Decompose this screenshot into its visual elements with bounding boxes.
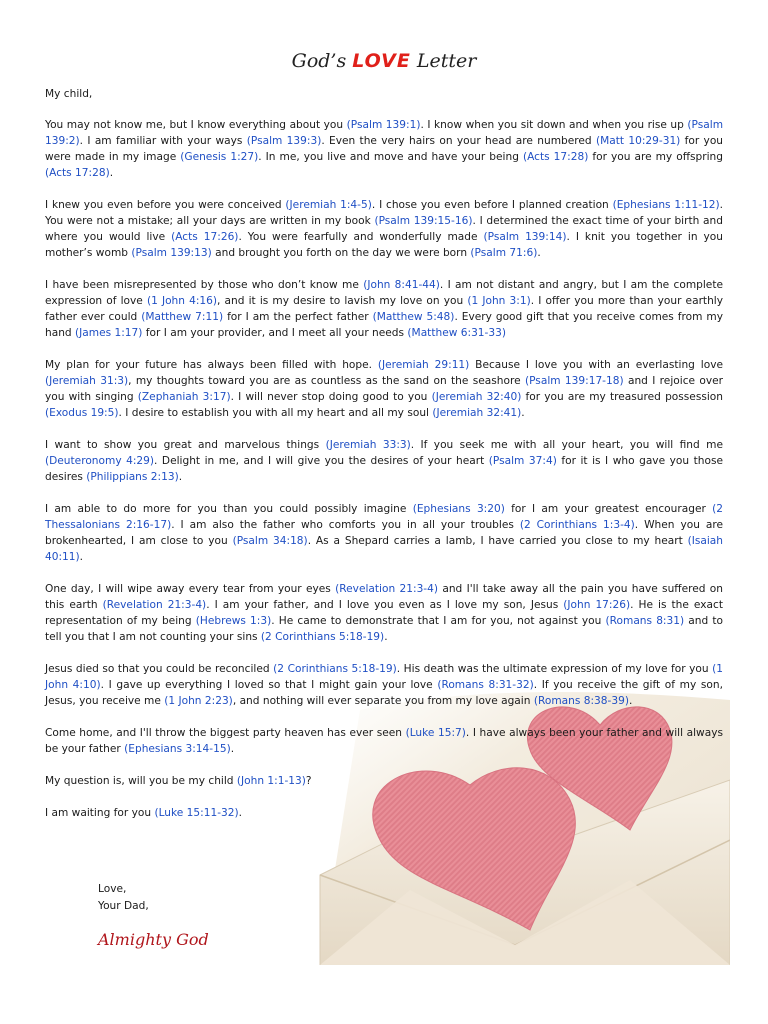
title-prefix: God’s <box>291 50 353 72</box>
scripture-reference: (Philippians 2:13) <box>86 471 179 483</box>
paragraph-text: . I am your father, and I love you even as I love my son, Jesus <box>206 599 564 611</box>
paragraph-text: . When you are brokenhearted, I am close to you <box>45 519 723 547</box>
scripture-reference: (Psalm 71:6) <box>470 247 538 259</box>
paragraph-text: . <box>521 407 525 419</box>
scripture-reference: (Psalm 34:18) <box>232 535 308 547</box>
scripture-reference: (Matthew 5:48) <box>372 311 455 323</box>
page-title <box>0 50 768 72</box>
scripture-reference: (Ephesians 1:11-12) <box>612 199 720 211</box>
scripture-reference: (1 John 3:1) <box>467 295 531 307</box>
paragraph-text: . He is the exact representation of my being <box>45 599 723 627</box>
scripture-reference: (John 17:26) <box>563 599 631 611</box>
paragraph-text: for I am your provider, and I meet all your needs <box>142 327 408 339</box>
letter-paragraph <box>45 501 723 565</box>
letter-paragraph <box>45 725 723 757</box>
scripture-reference: (Matthew 7:11) <box>141 311 224 323</box>
scripture-reference: (2 Corinthians 5:18-19) <box>273 663 397 675</box>
paragraph-text: . I will never stop doing good to you <box>230 391 432 403</box>
scripture-reference: (Deuteronomy 4:29) <box>45 455 155 467</box>
paragraph-text: . <box>109 167 114 179</box>
scripture-reference: (Romans 8:38-39) <box>533 695 629 707</box>
paragraph-text: for it is I who gave you those desires <box>45 455 723 483</box>
scripture-reference: (Jeremiah 32:40) <box>431 391 522 403</box>
paragraph-text: . I determined the exact time of your birth and where you would live <box>45 215 723 243</box>
paragraph-text: My plan for your future has always been filled with hope. <box>45 359 378 371</box>
paragraph-text: and I rejoice over you with singing <box>45 375 723 403</box>
paragraph-text: for you are my offspring <box>588 151 723 163</box>
scripture-reference: (Romans 8:31) <box>605 615 685 627</box>
letter-body <box>45 86 723 837</box>
paragraph-text: . I desire to establish you with all my heart and all my soul <box>118 407 433 419</box>
scripture-reference: (Ephesians 3:14-15) <box>124 743 231 755</box>
paragraph-text: . I am also the father who comforts you in all your troubles <box>171 519 520 531</box>
scripture-reference: (Exodus 19:5) <box>45 407 119 419</box>
scripture-reference: (Jeremiah 29:11) <box>377 359 470 371</box>
paragraph-text: . <box>238 807 242 819</box>
paragraph-text: . <box>178 471 183 483</box>
paragraph-text: . <box>79 551 84 563</box>
scripture-reference: (1 John 2:23) <box>164 695 233 707</box>
paragraph-text: Jesus died so that you could be reconciled <box>45 663 274 675</box>
paragraph-text: . You were not a mistake; all your days are written in my book <box>45 199 724 227</box>
scripture-reference: (Revelation 21:3-4) <box>102 599 207 611</box>
letter-paragraphs <box>45 117 723 821</box>
letter-paragraph <box>45 805 723 821</box>
scripture-reference: (2 Corinthians 1:3-4) <box>519 519 635 531</box>
paragraph-text: ? <box>305 775 312 787</box>
scripture-reference: (Revelation 21:3-4) <box>335 583 439 595</box>
scripture-reference: (Psalm 139:17-18) <box>524 375 624 387</box>
letter-paragraph <box>45 773 723 789</box>
scripture-reference: (1 John 4:10) <box>45 663 723 691</box>
paragraph-text: . I am familiar with your ways <box>79 135 247 147</box>
paragraph-text: . I am not distant and angry, but I am the complete expression of love <box>45 279 723 307</box>
paragraph-text: You may not know me, but I know everything about you <box>45 119 347 131</box>
title-love-word: LOVE <box>352 50 411 72</box>
paragraph-text: . He came to demonstrate that I am for you, not against you <box>271 615 606 627</box>
signoff-love: Love, <box>98 883 127 895</box>
letter-paragraph <box>45 661 723 709</box>
paragraph-text: . I know when you sit down and when you rise up <box>420 119 688 131</box>
scripture-reference: (Acts 17:26) <box>171 231 239 243</box>
signature: Almighty God <box>98 930 209 949</box>
paragraph-text: and I'll take away all the pain you have suffered on this earth <box>45 583 723 611</box>
paragraph-text: . His death was the ultimate expression of my love for you <box>396 663 713 675</box>
scripture-reference: (Isaiah 40:11) <box>45 535 724 563</box>
letter-paragraph <box>45 437 723 485</box>
scripture-reference: (2 Thessalonians 2:16-17) <box>45 503 723 531</box>
paragraph-text: I want to show you great and marvelous things <box>45 439 326 451</box>
paragraph-text: I knew you even before you were conceived <box>45 199 286 211</box>
scripture-reference: (Acts 17:28) <box>522 151 589 163</box>
letter-paragraph <box>45 277 723 341</box>
paragraph-text: , my thoughts toward you are as countless as the sand on the seashore <box>128 375 525 387</box>
paragraph-text: . I gave up everything I loved so that I might gain your love <box>100 679 438 691</box>
paragraph-text: . <box>384 631 388 643</box>
paragraph-text: , and nothing will ever separate you from my love again <box>232 695 534 707</box>
scripture-reference: (2 Corinthians 5:18-19) <box>260 631 385 643</box>
paragraph-text: and brought you forth on the day we were born <box>211 247 471 259</box>
scripture-reference: (Matthew 6:31-33) <box>407 327 506 339</box>
paragraph-text: . I chose you even before I planned creation <box>371 199 613 211</box>
paragraph-text: Come home, and I'll throw the biggest party heaven has ever seen <box>45 727 406 739</box>
paragraph-text: for you were made in my image <box>45 135 724 163</box>
paragraph-text: . Delight in me, and I will give you the desires of your heart <box>154 455 489 467</box>
paragraph-text: . I have always been your father and will always be your father <box>45 727 723 755</box>
greeting: My child, <box>45 88 93 100</box>
scripture-reference: (1 John 4:16) <box>146 295 218 307</box>
scripture-reference: (Hebrews 1:3) <box>195 615 272 627</box>
paragraph-text: for I am the perfect father <box>223 311 373 323</box>
paragraph-text: . <box>628 695 633 707</box>
signoff-your-dad: Your Dad, <box>98 900 149 912</box>
signoff <box>98 881 149 915</box>
paragraph-text: . Every good gift that you receive comes from my hand <box>45 311 724 339</box>
paragraph-text: . If you receive the gift of my son, Jesus, you receive me <box>45 679 723 707</box>
scripture-reference: (Romans 8:31-32) <box>437 679 534 691</box>
paragraph-text: I am waiting for you <box>45 807 155 819</box>
paragraph-text: . If you seek me with all your heart, you will find me <box>410 439 723 451</box>
letter-paragraph <box>45 197 723 261</box>
scripture-reference: (Luke 15:11-32) <box>154 807 239 819</box>
scripture-reference: (Ephesians 3:20) <box>412 503 505 515</box>
paragraph-text: . <box>537 247 541 259</box>
letter-paragraph <box>45 117 723 181</box>
scripture-reference: (Zephaniah 3:17) <box>137 391 231 403</box>
scripture-reference: (Genesis 1:27) <box>180 151 259 163</box>
paragraph-text: I have been misrepresented by those who don’t know me <box>45 279 364 291</box>
paragraph-text: for I am your greatest encourager <box>504 503 713 515</box>
paragraph-text: . As a Shepard carries a lamb, I have carried you close to my heart <box>307 535 688 547</box>
paragraph-text: for you are my treasured possession <box>521 391 724 403</box>
paragraph-text: . In me, you live and move and have your being <box>258 151 523 163</box>
paragraph-text: and to tell you that I am not counting your sins <box>45 615 723 643</box>
paragraph-text: . <box>230 743 235 755</box>
paragraph-text: , and it is my desire to lavish my love on you <box>217 295 468 307</box>
scripture-reference: (Psalm 139:2) <box>45 119 724 147</box>
scripture-reference: (Luke 15:7) <box>405 727 466 739</box>
scripture-reference: (Jeremiah 33:3) <box>325 439 411 451</box>
paragraph-text: . You were fearfully and wonderfully made <box>238 231 484 243</box>
scripture-reference: (Jeremiah 31:3) <box>45 375 129 387</box>
scripture-reference: (John 8:41-44) <box>363 279 440 291</box>
paragraph-text: Because I love you with an everlasting love <box>469 359 723 371</box>
paragraph-text: I am able to do more for you than you could possibly imagine <box>45 503 413 515</box>
paragraph-text: My question is, will you be my child <box>45 775 237 787</box>
paragraph-text: . I knit you together in you mother’s womb <box>45 231 723 259</box>
scripture-reference: (Psalm 139:14) <box>483 231 567 243</box>
paragraph-text: . Even the very hairs on your head are numbered <box>321 135 596 147</box>
letter-paragraph <box>45 357 723 421</box>
scripture-reference: (Jeremiah 32:41) <box>432 407 522 419</box>
scripture-reference: (Psalm 37:4) <box>488 455 557 467</box>
letter-paragraph <box>45 581 723 645</box>
scripture-reference: (John 1:1-13) <box>236 775 306 787</box>
scripture-reference: (Matt 10:29-31) <box>595 135 681 147</box>
paragraph-text: One day, I will wipe away every tear from your eyes <box>45 583 336 595</box>
title-suffix: Letter <box>410 50 477 72</box>
scripture-reference: (Psalm 139:15-16) <box>374 215 473 227</box>
scripture-reference: (Psalm 139:3) <box>246 135 322 147</box>
scripture-reference: (James 1:17) <box>75 327 143 339</box>
scripture-reference: (Acts 17:28) <box>45 167 110 179</box>
paragraph-text: . I offer you more than your earthly father ever could <box>45 295 724 323</box>
scripture-reference: (Psalm 139:13) <box>131 247 212 259</box>
scripture-reference: (Psalm 139:1) <box>346 119 421 131</box>
scripture-reference: (Jeremiah 1:4-5) <box>285 199 372 211</box>
